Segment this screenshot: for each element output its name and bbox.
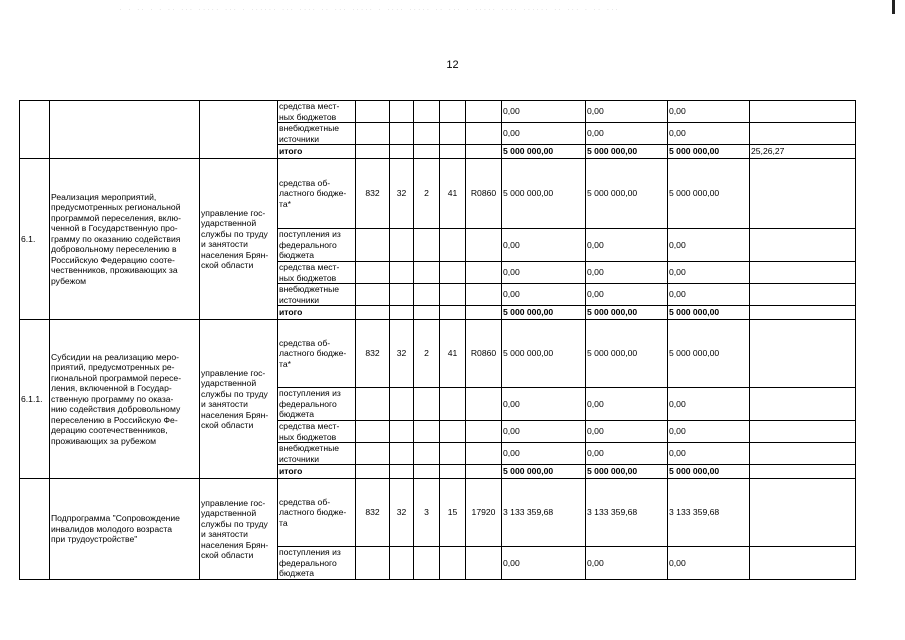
value-cell: 3 133 359,68 xyxy=(668,479,750,547)
pr-cell: 3 xyxy=(414,479,440,547)
value-cell: 0,00 xyxy=(502,123,586,145)
value-cell: 0,00 xyxy=(502,388,586,421)
executor-cell: управление гос- ударственной службы по труду и занятости населения Брян- ской области xyxy=(200,159,278,320)
rz-cell: 32 xyxy=(390,320,414,388)
source-cell: средства мест- ных бюджетов xyxy=(278,421,356,443)
cs-cell: 41 xyxy=(440,159,466,229)
value-cell: 0,00 xyxy=(586,443,668,465)
name-cell xyxy=(50,101,200,159)
value-cell: 5 000 000,00 xyxy=(502,320,586,388)
value-cell: 5 000 000,00 xyxy=(586,320,668,388)
value-cell: 5 000 000,00 xyxy=(668,320,750,388)
name-cell: Субсидии на реализацию меро- приятий, предусмотренных ре- гиональной программой пересе- ления, включенной в Государ- ственную программу по оказа- нию содействия добровольному переселению в Российскую Фе- дерацию соотечественников, проживающих за рубежом xyxy=(50,320,200,479)
value-cell: 0,00 xyxy=(502,443,586,465)
grbs-cell: 832 xyxy=(356,320,390,388)
total-value: 5 000 000,00 xyxy=(586,306,668,320)
value-cell: 0,00 xyxy=(586,284,668,306)
total-value: 5 000 000,00 xyxy=(668,465,750,479)
page-number: 12 xyxy=(446,59,459,71)
value-cell: 0,00 xyxy=(502,547,586,580)
total-label: итого xyxy=(278,145,356,159)
value-cell: 0,00 xyxy=(668,388,750,421)
name-cell: Реализация мероприятий, предусмотренных региональной программой переселения, вклю- ченной в Государственную про- грамму по оказанию содействия добровольному переселению в Российскую Федерацию сооте- чественников, проживающих за рубежом xyxy=(50,159,200,320)
total-value: 5 000 000,00 xyxy=(502,145,586,159)
total-value: 5 000 000,00 xyxy=(502,465,586,479)
source-cell: поступления из федерального бюджета xyxy=(278,229,356,262)
value-cell: 0,00 xyxy=(668,421,750,443)
value-cell: 0,00 xyxy=(502,101,586,123)
number-cell xyxy=(20,479,50,580)
value-cell: 0,00 xyxy=(668,123,750,145)
source-cell: поступления из федерального бюджета xyxy=(278,388,356,421)
value-cell: 5 000 000,00 xyxy=(502,159,586,229)
source-cell: внебюджетные источники xyxy=(278,443,356,465)
value-cell: 3 133 359,68 xyxy=(502,479,586,547)
number-cell: 6.1.1. xyxy=(20,320,50,479)
value-cell: 0,00 xyxy=(586,123,668,145)
value-cell: 0,00 xyxy=(502,229,586,262)
value-cell: 0,00 xyxy=(586,388,668,421)
pr-cell: 2 xyxy=(414,320,440,388)
table-row xyxy=(20,101,856,123)
table-row xyxy=(20,159,856,229)
scan-corner-mark xyxy=(892,0,895,14)
value-cell: 0,00 xyxy=(502,421,586,443)
rz-cell: 32 xyxy=(390,479,414,547)
source-cell: средства об- ластного бюдже- та xyxy=(278,479,356,547)
code-cell: R0860 xyxy=(466,320,502,388)
source-cell: поступления из федерального бюджета xyxy=(278,547,356,580)
reference-cell: 25,26,27 xyxy=(750,145,856,159)
executor-cell xyxy=(200,101,278,159)
value-cell: 3 133 359,68 xyxy=(586,479,668,547)
value-cell: 5 000 000,00 xyxy=(586,159,668,229)
number-cell xyxy=(20,101,50,159)
executor-cell: управление гос- ударственной службы по труду и занятости населения Брян- ской области xyxy=(200,479,278,580)
grbs-cell: 832 xyxy=(356,479,390,547)
total-value: 5 000 000,00 xyxy=(586,145,668,159)
value-cell: 0,00 xyxy=(586,547,668,580)
grbs-cell: 832 xyxy=(356,159,390,229)
table-row xyxy=(20,320,856,388)
scan-noise: . . .. . . .. ... ..... ... . ...... ... .... .. ... ..... . .... ..... .. ... . ..... .... ...... .. ... . .. ... xyxy=(120,6,621,12)
value-cell: 0,00 xyxy=(586,262,668,284)
total-label: итого xyxy=(278,306,356,320)
name-cell: Подпрограмма "Сопровождение инвалидов молодого возраста при трудоустройстве" xyxy=(50,479,200,580)
source-cell: средства об- ластного бюдже- та* xyxy=(278,320,356,388)
source-cell: средства мест- ных бюджетов xyxy=(278,262,356,284)
code-cell: R0860 xyxy=(466,159,502,229)
total-value: 5 000 000,00 xyxy=(502,306,586,320)
cs-cell: 41 xyxy=(440,320,466,388)
source-cell: внебюджетные источники xyxy=(278,284,356,306)
pr-cell: 2 xyxy=(414,159,440,229)
value-cell: 0,00 xyxy=(668,262,750,284)
source-cell: внебюджетные источники xyxy=(278,123,356,145)
value-cell: 5 000 000,00 xyxy=(668,159,750,229)
value-cell: 0,00 xyxy=(502,262,586,284)
total-value: 5 000 000,00 xyxy=(668,306,750,320)
total-value: 5 000 000,00 xyxy=(586,465,668,479)
value-cell: 0,00 xyxy=(668,547,750,580)
total-value: 5 000 000,00 xyxy=(668,145,750,159)
value-cell: 0,00 xyxy=(502,284,586,306)
number-cell: 6.1. xyxy=(20,159,50,320)
rz-cell: 32 xyxy=(390,159,414,229)
value-cell: 0,00 xyxy=(668,443,750,465)
value-cell: 0,00 xyxy=(586,101,668,123)
table-row xyxy=(20,479,856,547)
value-cell: 0,00 xyxy=(586,229,668,262)
budget-table xyxy=(19,100,856,580)
code-cell: 17920 xyxy=(466,479,502,547)
cs-cell: 15 xyxy=(440,479,466,547)
executor-cell: управление гос- ударственной службы по труду и занятости населения Брян- ской области xyxy=(200,320,278,479)
value-cell: 0,00 xyxy=(586,421,668,443)
source-cell: средства об- ластного бюдже- та* xyxy=(278,159,356,229)
total-label: итого xyxy=(278,465,356,479)
value-cell: 0,00 xyxy=(668,284,750,306)
value-cell: 0,00 xyxy=(668,229,750,262)
source-cell: средства мест- ных бюджетов xyxy=(278,101,356,123)
value-cell: 0,00 xyxy=(668,101,750,123)
